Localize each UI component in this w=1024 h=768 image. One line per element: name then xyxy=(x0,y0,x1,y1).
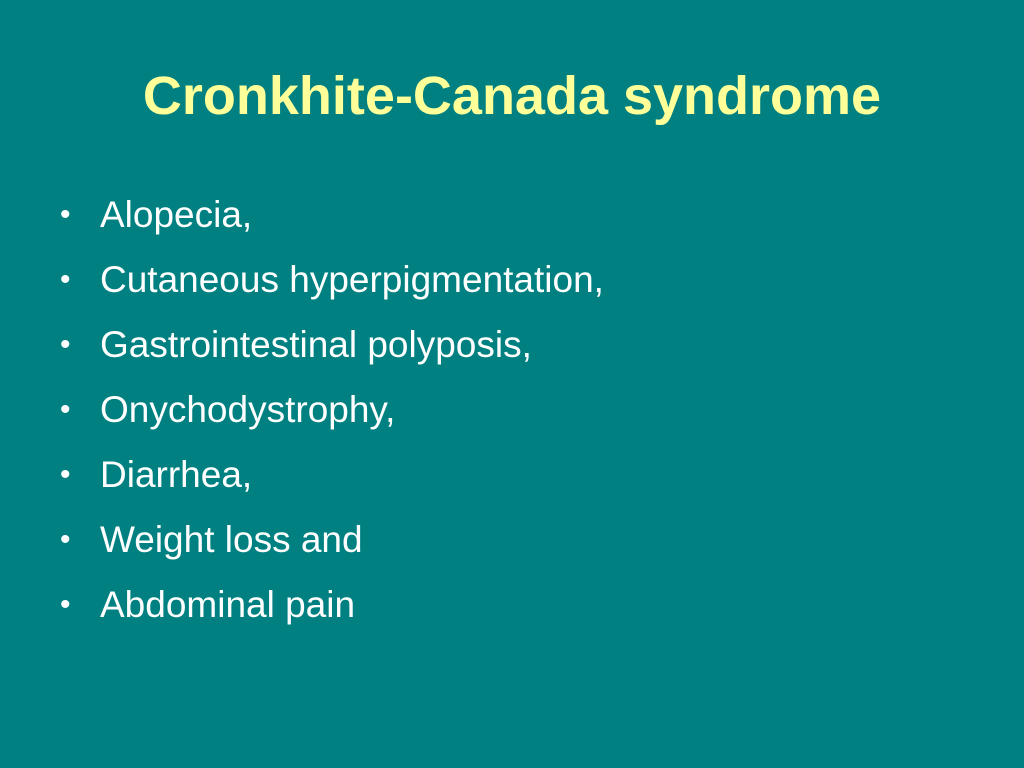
list-item-text: Weight loss and xyxy=(100,519,363,560)
bullet-icon: • xyxy=(60,458,71,491)
bullet-icon: • xyxy=(60,263,71,296)
bullet-icon: • xyxy=(60,523,71,556)
list-item xyxy=(60,317,980,382)
bullet-icon: • xyxy=(60,393,71,426)
bullet-icon: • xyxy=(60,328,71,361)
list-item xyxy=(60,512,980,577)
list-item-text: Abdominal pain xyxy=(100,584,356,625)
list-item-text: Cutaneous hyperpigmentation, xyxy=(100,259,604,300)
list-item-text: Alopecia, xyxy=(100,194,253,235)
list-item-text: Onychodystrophy, xyxy=(100,389,396,430)
bullet-icon: • xyxy=(60,588,71,621)
list-item xyxy=(60,187,980,252)
bullet-icon: • xyxy=(60,198,71,231)
list-item xyxy=(60,577,980,642)
list-item xyxy=(60,382,980,447)
list-item-text: Gastrointestinal polyposis, xyxy=(100,324,532,365)
list-item xyxy=(60,252,980,317)
list-item-text: Diarrhea, xyxy=(100,454,253,495)
bullet-list xyxy=(60,187,980,642)
slide-title: Cronkhite-Canada syndrome xyxy=(142,66,882,126)
list-item xyxy=(60,447,980,512)
